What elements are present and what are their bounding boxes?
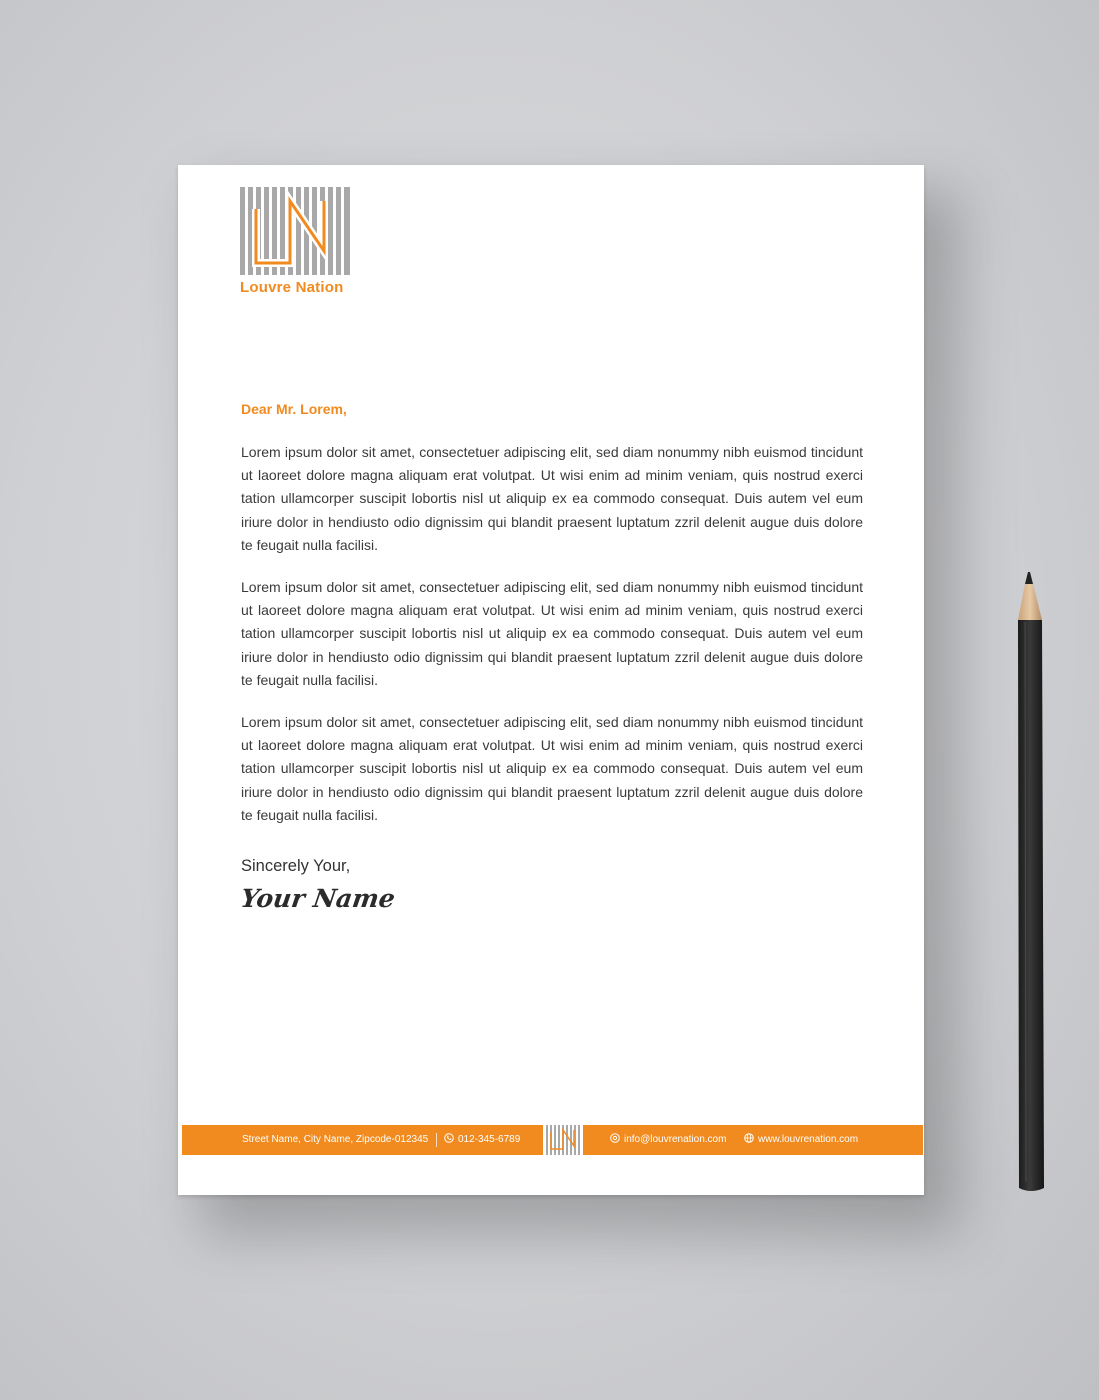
letter-greeting: Dear Mr. Lorem,	[241, 401, 347, 417]
letter-body	[238, 401, 863, 914]
at-icon	[610, 1133, 620, 1143]
letter-closing: Sincerely Your,	[241, 857, 351, 876]
footer-address: Street Name, City Name, Zipcode-012345	[242, 1134, 429, 1145]
phone-icon	[444, 1133, 454, 1143]
brand-logo	[240, 187, 352, 296]
footer-email-text: info@louvrenation.com	[624, 1134, 727, 1145]
footer-contact-bar	[182, 1125, 923, 1155]
globe-icon	[744, 1133, 754, 1143]
letter-paragraph-1: Lorem ipsum dolor sit amet, consectetuer adipiscing elit, sed diam nonummy nibh euismod tincidunt ut laoreet dolore magna aliquam erat volutpat. Ut wisi enim ad minim veniam, quis nostrud exerci tation ullamcorper suscipit lobortis nisl ut aliquip ex ea commodo consequat. Duis autem vel eum iriure dolor in hendiusto odio dignissim qui blandit praesent luptatum zzril delenit augue duis dolore te feugait nulla facilisi.	[241, 444, 863, 553]
brand-name: Louvre Nation	[240, 279, 344, 296]
letter-paragraph-2: Lorem ipsum dolor sit amet, consectetuer adipiscing elit, sed diam nonummy nibh euismod tincidunt ut laoreet dolore magna aliquam erat volutpat. Ut wisi enim ad minim veniam, quis nostrud exerci tation ullamcorper suscipit lobortis nisl ut aliquip ex ea commodo consequat. Duis autem vel eum iriure dolor in hendiusto odio dignissim qui blandit praesent luptatum zzril delenit augue duis dolore te feugait nulla facilisi.	[241, 579, 863, 688]
signature: Your Name	[238, 884, 397, 914]
letter-paragraph-3: Lorem ipsum dolor sit amet, consectetuer adipiscing elit, sed diam nonummy nibh euismod tincidunt ut laoreet dolore magna aliquam erat volutpat. Ut wisi enim ad minim veniam, quis nostrud exerci tation ullamcorper suscipit lobortis nisl ut aliquip ex ea commodo consequat. Duis autem vel eum iriure dolor in hendiusto odio dignissim qui blandit praesent luptatum zzril delenit augue duis dolore te feugait nulla facilisi.	[241, 714, 863, 823]
louvre-nation-logo-mark	[240, 187, 350, 275]
footer-phone-text: 012-345-6789	[458, 1134, 521, 1145]
letterhead-page	[178, 165, 924, 1195]
footer-phone	[444, 1125, 520, 1155]
pencil	[1013, 570, 1049, 1194]
footer-logo	[543, 1122, 583, 1158]
footer-website-text: www.louvrenation.com	[758, 1134, 859, 1145]
pencil-illustration	[1013, 570, 1049, 1194]
footer-website	[744, 1125, 858, 1155]
footer-logo-mark	[543, 1122, 583, 1158]
footer-divider	[436, 1133, 437, 1147]
footer-email	[610, 1125, 726, 1155]
